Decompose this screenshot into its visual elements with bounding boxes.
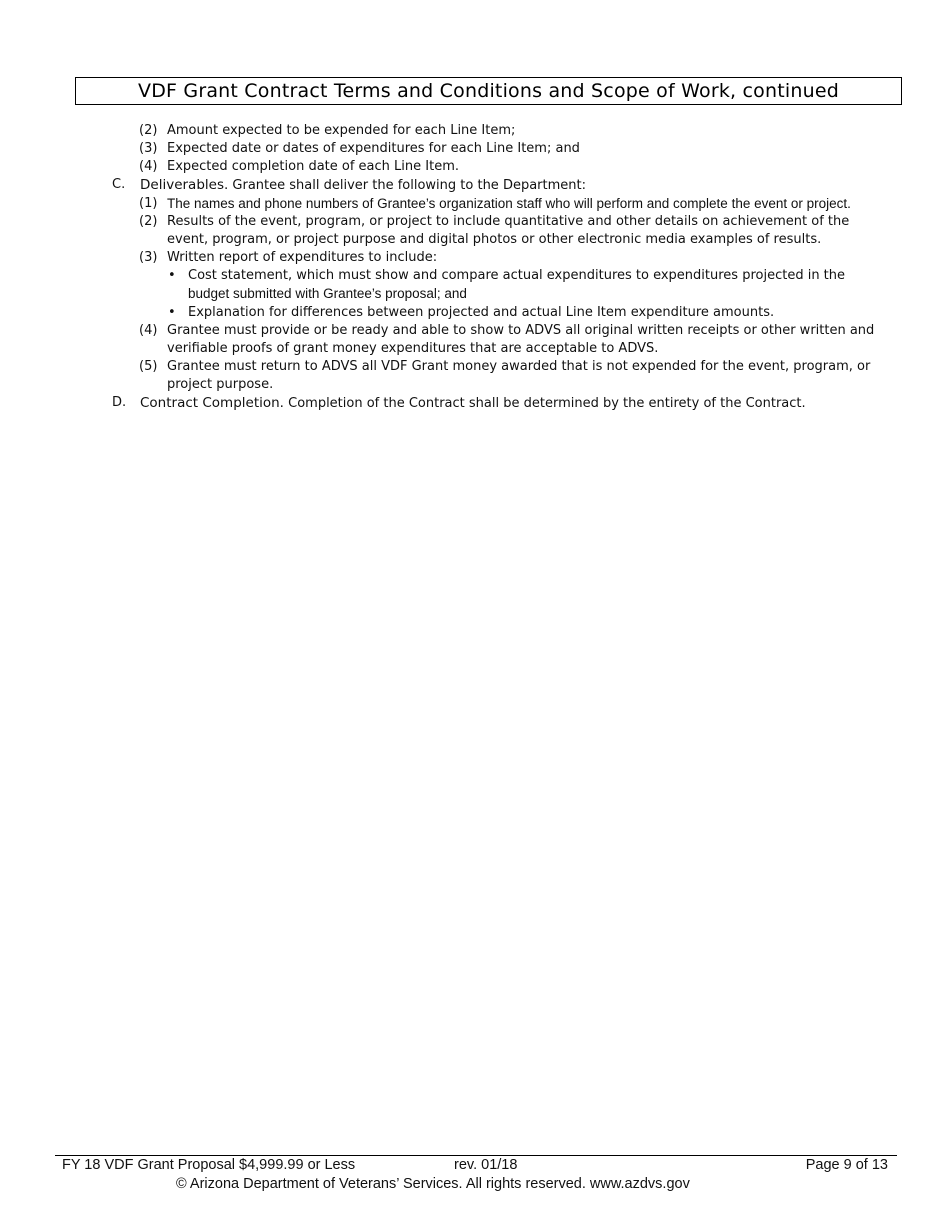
section-letter: D. — [112, 395, 127, 410]
item-text: Explanation for differences between projected and actual Line Item expenditure amounts. — [188, 305, 775, 320]
list-item-b4 — [0, 158, 950, 176]
item-number: (4) — [139, 159, 158, 174]
section-term: Deliverables. — [140, 177, 229, 193]
bullet-glyph: • — [168, 268, 176, 283]
section-letter: C. — [112, 177, 126, 192]
list-item-b2 — [0, 122, 950, 140]
section-text — [140, 176, 910, 195]
bullet-glyph: • — [168, 305, 176, 320]
item-text: The names and phone numbers of Grantee’s organization staff who will perform and complete the event or project. — [167, 196, 851, 211]
item-text: Expected completion date of each Line Item. — [167, 159, 459, 174]
item-number: (5) — [139, 359, 158, 374]
section-body: Completion of the Contract shall be determined by the entirety of the Contract. — [288, 396, 806, 411]
item-number: (3) — [139, 141, 158, 156]
item-number: (4) — [139, 323, 158, 338]
bullet-item-cost-statement — [0, 267, 950, 304]
item-text: Results of the event, program, or project to include quantitative and other details on achievement of the event, program, or project purpose and digital photos or other electronic media examples of results. — [167, 214, 850, 247]
list-item-c2 — [0, 213, 950, 249]
footer-revision: rev. 01/18 — [454, 1157, 518, 1173]
item-number: (3) — [139, 250, 158, 265]
item-text — [188, 267, 888, 304]
list-item-c5 — [0, 358, 950, 394]
list-item-c1 — [0, 195, 950, 213]
list-item-c4 — [0, 322, 950, 358]
section-term: Contract Completion. — [140, 395, 284, 411]
footer-copyright: © Arizona Department of Veterans’ Services. All rights reserved. www.azdvs.gov — [176, 1176, 690, 1192]
footer-divider — [55, 1155, 897, 1156]
header-title-text: VDF Grant Contract Terms and Conditions and Scope of Work, continued — [138, 80, 839, 102]
document-body — [0, 122, 950, 413]
item-number: (1) — [139, 196, 158, 211]
item-text-line1: Cost statement, which must show and compare actual expenditures to expenditures projected in the — [188, 268, 846, 283]
section-c-deliverables — [0, 176, 950, 195]
item-text: Grantee must return to ADVS all VDF Grant money awarded that is not expended for the event, program, or project purpose. — [167, 359, 871, 392]
page-header-title — [75, 77, 902, 105]
item-text: Written report of expenditures to include: — [167, 250, 438, 265]
item-text-line2: budget submitted with Grantee’s proposal; and — [188, 286, 467, 301]
footer-document-name: FY 18 VDF Grant Proposal $4,999.99 or Less — [62, 1157, 356, 1173]
item-text: Expected date or dates of expenditures for each Line Item; and — [167, 141, 580, 156]
item-number: (2) — [139, 123, 158, 138]
item-number: (2) — [139, 214, 158, 229]
item-text: Amount expected to be expended for each Line Item; — [167, 123, 516, 138]
list-item-b3 — [0, 140, 950, 158]
section-body: Grantee shall deliver the following to the Department: — [232, 178, 586, 193]
section-text — [140, 394, 910, 413]
section-d-contract-completion — [0, 394, 950, 413]
footer-page-number: Page 9 of 13 — [805, 1157, 888, 1173]
list-item-c3 — [0, 249, 950, 267]
bullet-item-explanation — [0, 304, 950, 322]
item-text: Grantee must provide or be ready and able to show to ADVS all original written receipts or other written and verifiable proofs of grant money expenditures that are acceptable to ADVS. — [167, 323, 875, 356]
